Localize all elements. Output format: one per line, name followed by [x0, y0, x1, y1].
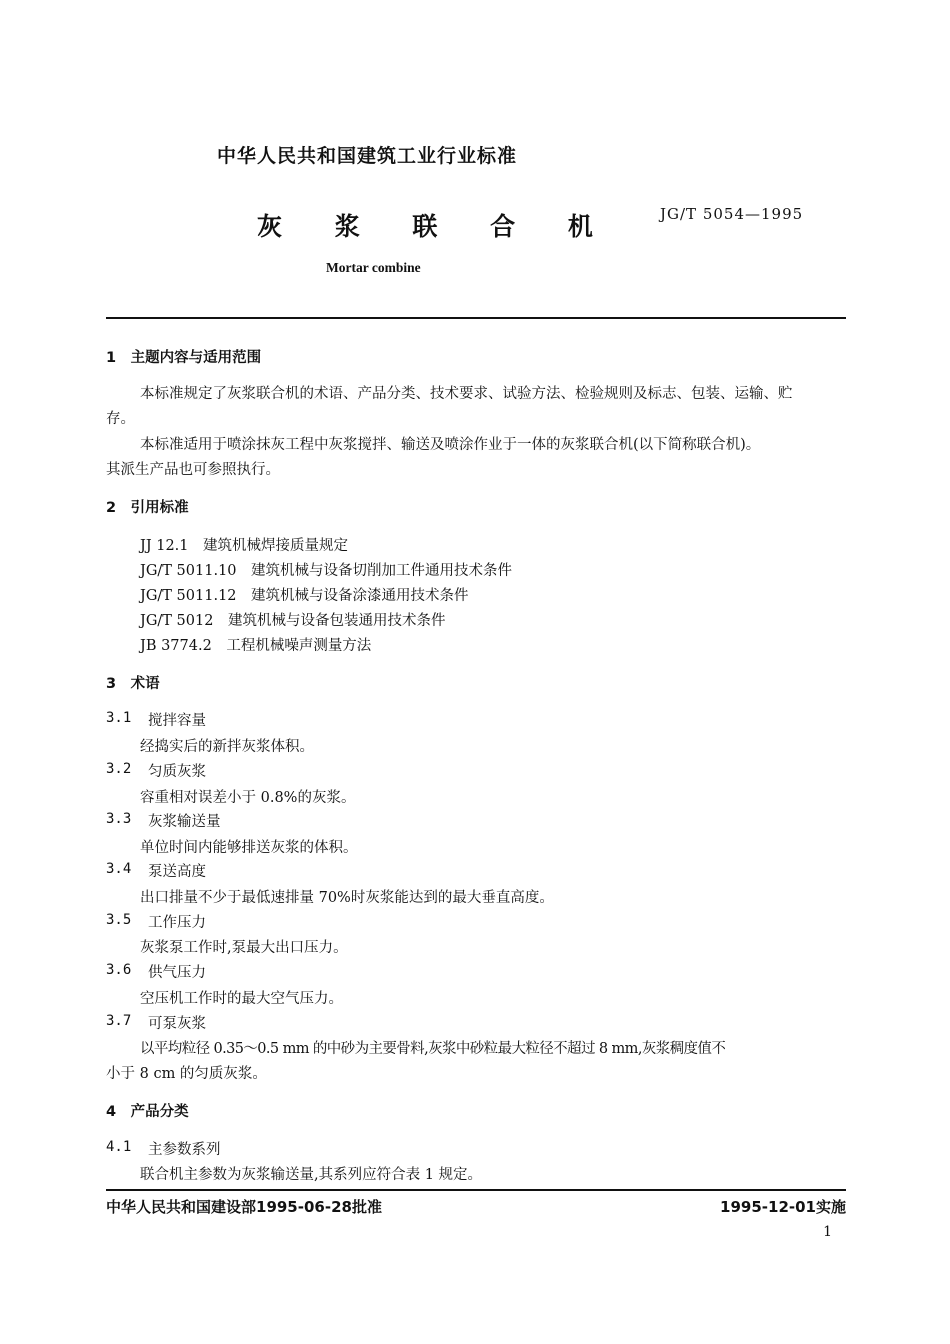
term-name: 灰浆输送量: [148, 814, 221, 830]
term-number: 3.5: [106, 912, 132, 928]
term-name: 供气压力: [148, 965, 206, 981]
term-definition: 单位时间内能够排送灰浆的体积。: [140, 840, 358, 856]
term-number: 3.6: [106, 962, 132, 978]
term-name: 泵送高度: [148, 864, 206, 880]
subsection-number: 4.1: [106, 1139, 132, 1155]
reference-standard: JG/T 5012 建筑机械与设备包装通用技术条件: [140, 613, 446, 629]
header-divider: [106, 317, 846, 319]
section-3-heading: 3 术语: [106, 676, 160, 692]
term-name: 工作压力: [148, 915, 206, 931]
reference-standard: JG/T 5011.12 建筑机械与设备涂漆通用技术条件: [140, 588, 469, 604]
section-4-heading: 4 产品分类: [106, 1104, 189, 1120]
term-name: 搅拌容量: [148, 713, 206, 729]
term-definition: 以平均粒径 0.35～0.5 mm 的中砂为主要骨料,灰浆中砂粒最大粒径不超过 8 mm,灰浆稠度值不: [140, 1041, 726, 1057]
term-name: 匀质灰浆: [148, 764, 206, 780]
section-1-para-1-line-2: 存。: [106, 411, 135, 427]
subsection-title: 主参数系列: [148, 1142, 221, 1158]
term-definition: 空压机工作时的最大空气压力。: [140, 991, 343, 1007]
reference-standard: JG/T 5011.10 建筑机械与设备切削加工件通用技术条件: [140, 563, 513, 579]
page-number: 1: [823, 1224, 832, 1240]
reference-standard: JB 3774.2 工程机械噪声测量方法: [140, 638, 372, 654]
standard-number: JG/T 5054—1995: [660, 205, 804, 223]
term-name: 可泵灰浆: [148, 1016, 206, 1032]
section-1-para-2-line-1: 本标准适用于喷涂抹灰工程中灰浆搅拌、输送及喷涂作业于一体的灰浆联合机(以下简称联合机)。: [140, 437, 761, 453]
term-number: 3.2: [106, 761, 132, 777]
term-number: 3.7: [106, 1013, 132, 1029]
section-1-para-2-line-2: 其派生产品也可参照执行。: [106, 462, 280, 478]
term-number: 3.4: [106, 861, 132, 877]
issuing-organization: 中华人民共和国建筑工业行业标准: [217, 145, 518, 167]
effective-date: 1995-12-01实施: [720, 1198, 846, 1216]
term-definition: 经捣实后的新拌灰浆体积。: [140, 739, 314, 755]
subsection-text: 联合机主参数为灰浆输送量,其系列应符合表 1 规定。: [140, 1167, 483, 1183]
footer-divider: [106, 1189, 846, 1191]
term-definition: 出口排量不少于最低速排量 70%时灰浆能达到的最大垂直高度。: [140, 890, 554, 906]
section-2-heading: 2 引用标准: [106, 500, 189, 516]
section-1-heading: 1 主题内容与适用范围: [106, 350, 262, 366]
document-title-chinese: 灰 浆 联 合 机: [257, 212, 593, 241]
section-1-para-1-line-1: 本标准规定了灰浆联合机的术语、产品分类、技术要求、试验方法、检验规则及标志、包装、运输、贮: [140, 386, 793, 402]
term-number: 3.3: [106, 811, 132, 827]
term-number: 3.1: [106, 710, 132, 726]
document-title-english: Mortar combine: [326, 260, 421, 275]
term-definition: 灰浆泵工作时,泵最大出口压力。: [140, 940, 348, 956]
approval-statement: 中华人民共和国建设部1995-06-28批准: [106, 1198, 382, 1216]
term-definition-continued: 小于 8 cm 的匀质灰浆。: [106, 1066, 267, 1082]
reference-standard: JJ 12.1 建筑机械焊接质量规定: [140, 538, 349, 554]
term-definition: 容重相对误差小于 0.8%的灰浆。: [140, 790, 356, 806]
